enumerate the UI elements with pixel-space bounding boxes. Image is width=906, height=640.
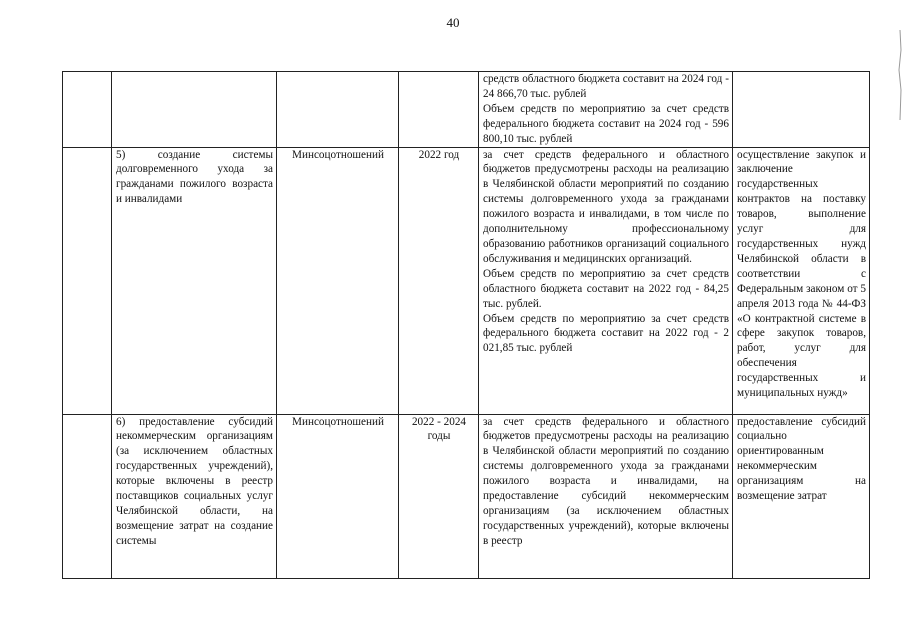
number-cell: [63, 72, 112, 148]
period-cell: 2022 - 2024 годы: [399, 414, 479, 578]
scan-artifact: [896, 30, 904, 120]
funding-cell: [479, 72, 733, 148]
measure-name-cell: [112, 72, 277, 148]
period-cell: [399, 72, 479, 148]
funding-paragraph: Объем средств по мероприятию за счет средств федерального бюджета составит на 2022 год - 2 021,85 тыс. рублей: [483, 312, 729, 355]
measure-name-cell: 5) создание системы долговременного ухода за гражданами пожилого возраста и инвалидами: [112, 147, 277, 414]
mechanism-cell: предоставление субсидий социально ориентированным некоммерческим организациям на возмещение затрат: [733, 414, 870, 578]
number-cell: [63, 414, 112, 578]
funding-cell: [479, 147, 733, 414]
period-cell: 2022 год: [399, 147, 479, 414]
funding-paragraph: за счет средств федерального и областного бюджетов предусмотрены расходы на реализацию в Челябинской области мероприятий по созданию системы долговременного ухода за гражданами пожилого возраста и инвалидами, в том числе по дополнительному профессиональному образованию работников организаций социального обслуживания и медицинских организаций.: [483, 148, 729, 265]
page-number: 40: [446, 15, 460, 30]
executor-cell: Минсоцотношений: [277, 414, 399, 578]
funding-paragraph: средств областного бюджета составит на 2024 год - 24 866,70 тыс. рублей: [483, 73, 729, 100]
executor-cell: [277, 72, 399, 148]
number-cell: [63, 147, 112, 414]
executor-cell: Минсоцотношений: [277, 147, 399, 414]
funding-cell: [479, 414, 733, 578]
table-row: [63, 414, 870, 578]
mechanism-cell: осуществление закупок и заключение государственных контрактов на поставку товаров, выполнение услуг для государственных нужд Челябинской области в соответствии с Федеральным законом от 5 апреля 2013 года № 44-ФЗ «О контрактной системе в сфере закупок товаров, работ, услуг для обеспечения государственных и муниципальных нужд»: [733, 147, 870, 414]
mechanism-cell: [733, 72, 870, 148]
measures-table: [62, 71, 870, 579]
table-row: [63, 147, 870, 414]
funding-paragraph: за счет средств федерального и областного бюджетов предусмотрены расходы на реализацию в Челябинской области мероприятий по созданию системы долговременного ухода за гражданами пожилого возраста и инвалидами, на предоставление субсидий некоммерческим организациям (за исключением областных государственных учреждений), которые включены в реестр: [483, 415, 729, 547]
funding-paragraph: Объем средств по мероприятию за счет средств областного бюджета составит на 2022 год - 84,25 тыс. рублей.: [483, 267, 729, 310]
measure-name-cell: 6) предоставление субсидий некоммерческим организациям (за исключением областных государственных учреждений), которые включены в реестр поставщиков социальных услуг Челябинской области, на возмещение затрат на создание системы: [112, 414, 277, 578]
funding-paragraph: Объем средств по мероприятию за счет средств федерального бюджета составит на 2024 год - 596 800,10 тыс. рублей: [483, 102, 729, 145]
table-row: [63, 72, 870, 148]
